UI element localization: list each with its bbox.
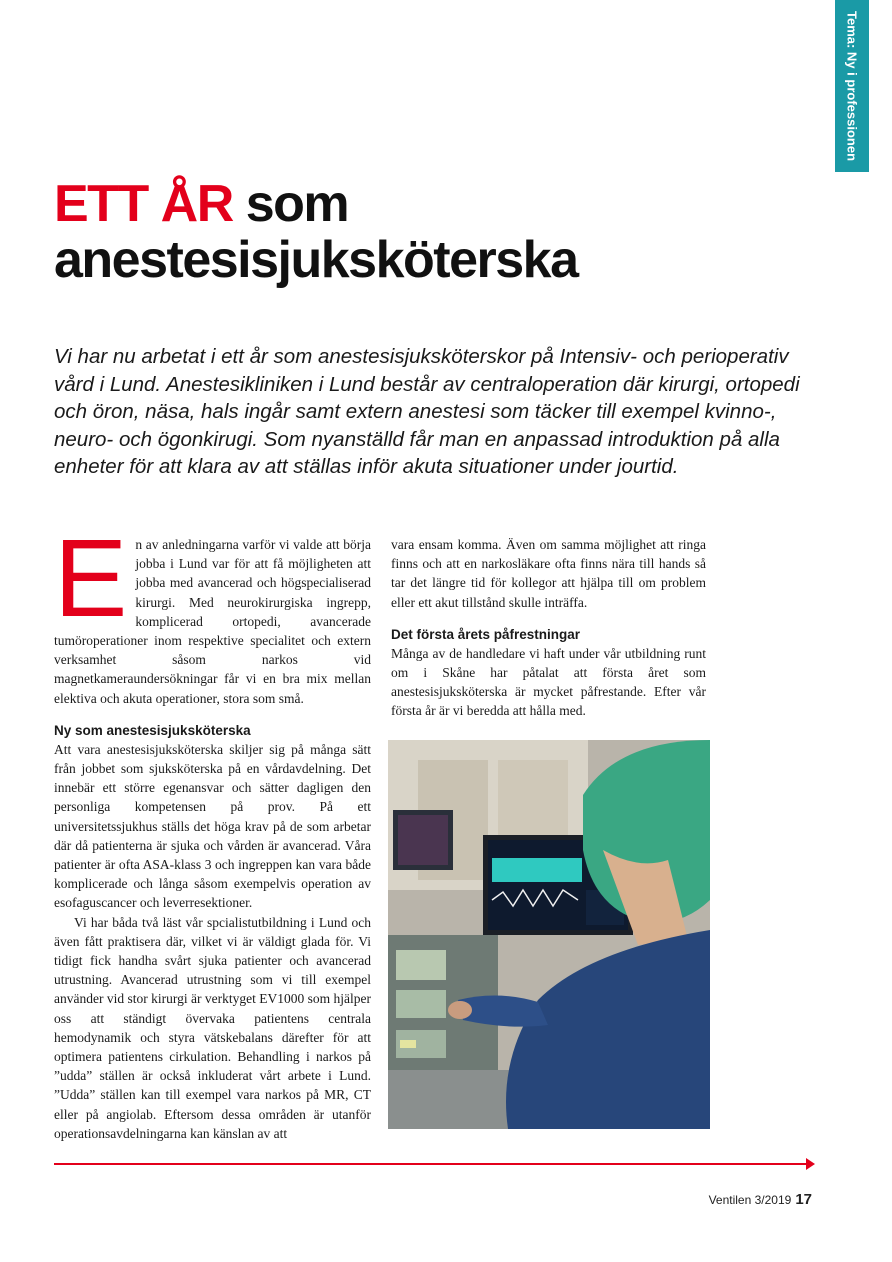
column-left [54,517,371,1143]
photo-illustration [388,740,710,1129]
body-paragraph-2: Att vara anestesisjuksköterska skiljer sig på många sätt från jobbet som sjuksköterska på en vårdavdelning. Det innebär ett större egenansvar och sätter dagligen den personliga kompetensen på prov. På ett universitetssjukhus ställs det höga krav på de som arbetar där då patienterna är sjuka och vården är avancerad. Våra patienter är ofta ASA-klass 3 och ingreppen kan vara både komplicerade och långa såsom exempelvis operation av esofaguscancer och leverresektioner. [54,741,371,911]
subheading-2: Det första årets påfrestningar [391,626,581,642]
title-highlight: ETT ÅR [54,175,233,233]
arrow-right-icon [806,1158,815,1170]
body-paragraph-4: vara ensam komma. Även om samma möjlighet att ringa finns och att en narkosläkare ofta finns nära till hands så tar det längre tid för kollegor att hjälpa till om problem eller ett akut tillstånd skulle inträffa. [391,537,706,610]
page-footer [709,1191,812,1208]
page-number: 17 [795,1191,812,1208]
magazine-issue: Ventilen 3/2019 [708,1193,792,1207]
lead-paragraph: Vi har nu arbetat i ett år som anestesisjuksköterskor på Intensiv- och perioperativ vård i Lund. Anestesikliniken i Lund består av centraloperation där kirurgi, ortopedi och öron, näsa, hals ingår samt extern anestesi som täcker till exempel kvinno-, neuro- och ögonkirugi. Som nyanställd får man en anpassad introduktion på alla enheter för att klara av att ställas inför akuta situationer under jourtid. [54,345,800,478]
column-right [391,535,706,721]
article-photo [388,740,710,1129]
theme-tab-label: Tema: Ny i professionen [844,10,860,162]
body-paragraph-1-text: n av anledningarna varför vi valde att börja jobba i Lund var för att få möjligheten att jobba med avancerad och högspecialiserad kirurgi. Med neurokirurgiska ingrepp, komplicerad ortopedi, avancerade tumöroperationer inom respektive specialitet och extern verksamhet såsom narkos vid magnetkameraundersökningar får vi en bra mix mellan elektiva och akuta operationer, stora som små. [54,537,371,706]
body-paragraph-1 [54,517,371,708]
body-paragraph-3: Vi har båda två läst vår spcialistutbildning i Lund och även fått praktisera där, vilket vi är väldigt glada för. Vi tidigt fick handha svårt sjuka patienter och avancerad utrustning. Avancerad utrustning som vi till exempel använder vid stor kirurgi är verktyget EV1000 som hjälper oss att ständigt övervaka patientens centrala hemodynamik och styra vätskebalans därefter för att optimera patientens cirkulation. Behandling i narkos på ”udda” ställen är också inkluderat vårt arbete i Lund. ”Udda” ställen kan till exempel vara narkos på MR, CT eller på angiolab. Eftersom dessa områden är utanför operationsavdelningarna kan känslan av att [54,914,371,1141]
drop-cap: E [54,517,128,640]
article-title [54,176,578,288]
body-paragraph-5: Många av de handledare vi haft under vår utbildning runt om i Skåne har påtalat att första året som anestesisjuksköterska är mycket påfrestande. Efter vår första år är vi beredda att hålla med. [391,645,706,719]
theme-tab [835,0,869,172]
title-line2: anestesisjuksköterska [54,231,578,289]
subheading-1: Ny som anestesisjuksköterska [54,722,251,738]
title-rest: som [232,175,349,233]
bottom-rule [54,1163,808,1165]
